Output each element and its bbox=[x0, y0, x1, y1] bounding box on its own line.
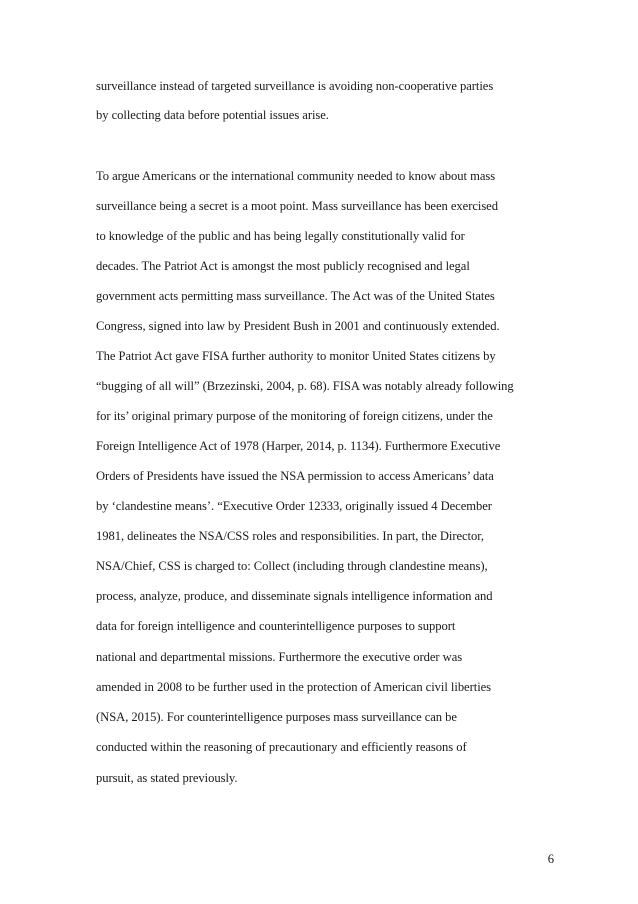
paragraph-2-line-6: Congress, signed into law by President Bush in 2001 and continuously extended. bbox=[96, 319, 500, 333]
paragraph-2-line-8: “bugging of all will” (Brzezinski, 2004, p. 68). FISA was notably already following bbox=[96, 379, 514, 393]
paragraph-2-line-1: To argue Americans or the international community needed to know about mass bbox=[96, 169, 496, 183]
paragraph-2-line-3: to knowledge of the public and has being legally constitutionally valid for bbox=[96, 229, 465, 243]
paragraph-2-line-12: by ‘clandestine means’. “Executive Order 12333, originally issued 4 December bbox=[96, 499, 492, 513]
paragraph-2-line-7: The Patriot Act gave FISA further authority to monitor United States citizens by bbox=[96, 349, 496, 363]
paragraph-2-line-11: Orders of Presidents have issued the NSA permission to access Americans’ data bbox=[96, 469, 494, 483]
paragraph-2-line-20: conducted within the reasoning of precautionary and efficiently reasons of bbox=[96, 740, 467, 754]
paragraph-2-line-2: surveillance being a secret is a moot point. Mass surveillance has been exercised bbox=[96, 199, 498, 213]
paragraph-2-line-14: NSA/Chief, CSS is charged to: Collect (including through clandestine means), bbox=[96, 559, 488, 573]
paragraph-1-line-2: by collecting data before potential issues arise. bbox=[96, 108, 329, 122]
paragraph-2-line-17: national and departmental missions. Furthermore the executive order was bbox=[96, 650, 463, 664]
paragraph-2-line-13: 1981, delineates the NSA/CSS roles and responsibilities. In part, the Director, bbox=[96, 529, 484, 543]
paragraph-2-line-5: government acts permitting mass surveillance. The Act was of the United States bbox=[96, 289, 495, 303]
paragraph-2-line-21: pursuit, as stated previously. bbox=[96, 771, 238, 785]
paragraph-2-line-15: process, analyze, produce, and disseminate signals intelligence information and bbox=[96, 589, 493, 603]
paragraph-2-line-16: data for foreign intelligence and counterintelligence purposes to support bbox=[96, 619, 456, 633]
paragraph-1-line-1: surveillance instead of targeted surveillance is avoiding non-cooperative parties bbox=[96, 79, 494, 93]
paragraph-2-line-9: for its’ original primary purpose of the monitoring of foreign citizens, under the bbox=[96, 409, 493, 423]
paragraph-2-line-18: amended in 2008 to be further used in the protection of American civil liberties bbox=[96, 680, 492, 694]
paragraph-2-line-19: (NSA, 2015). For counterintelligence purposes mass surveillance can be bbox=[96, 710, 457, 724]
paragraph-2-line-4: decades. The Patriot Act is amongst the most publicly recognised and legal bbox=[96, 259, 470, 273]
paragraph-2-line-10: Foreign Intelligence Act of 1978 (Harper, 2014, p. 1134). Furthermore Executive bbox=[96, 439, 501, 453]
page-number: 6 bbox=[547, 852, 554, 866]
